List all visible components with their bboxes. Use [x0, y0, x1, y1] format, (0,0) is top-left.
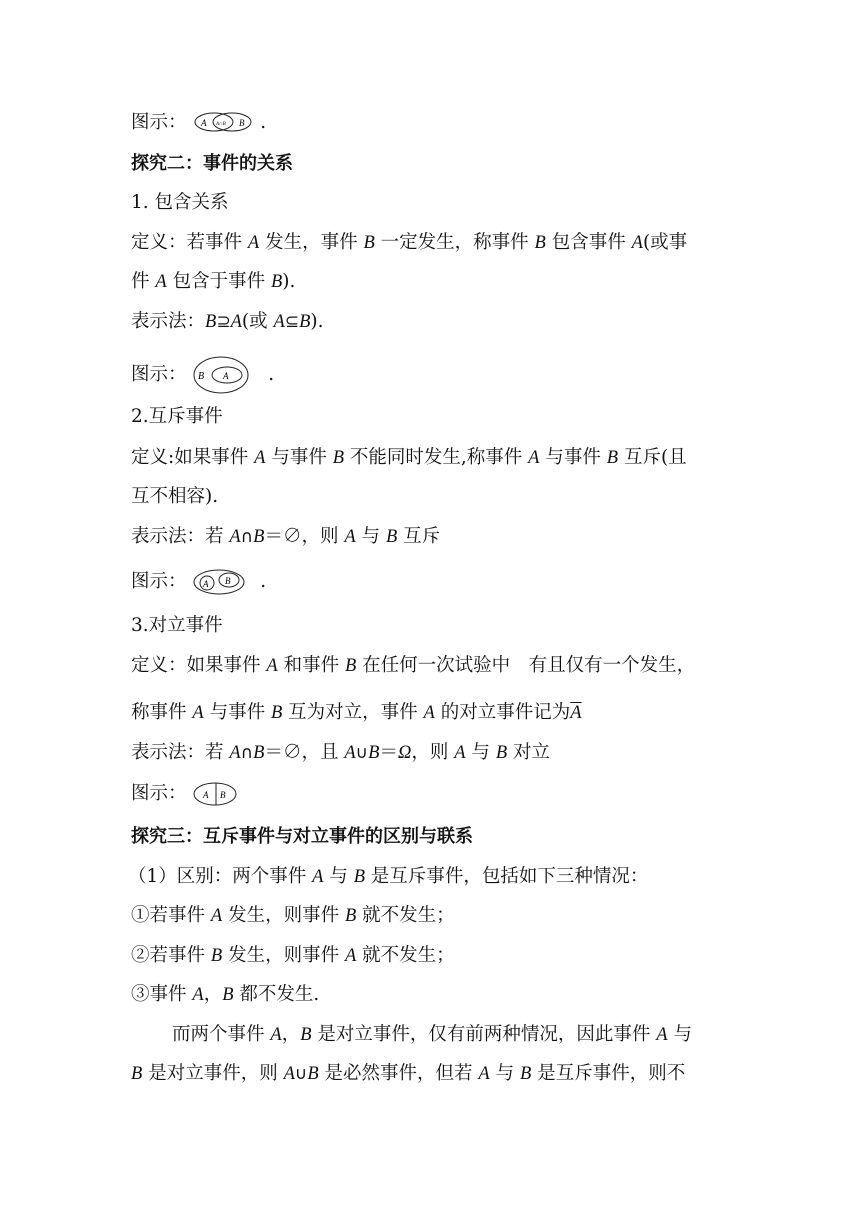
figure-line-complementary: [131, 781, 240, 807]
definition-exclusive-1: 定义:如果事件 A 与事件 B 不能同时发生,称事件 A 与事件 B 互斥(且: [131, 447, 687, 468]
definition-complementary-2: 称事件 A 与事件 B 互为对立，事件 A 的对立事件记为$\overline{A}$: [131, 702, 582, 723]
notation-complementary: 表示法：若 A∩B＝∅，且 A∪B＝Ω，则 A 与 B 对立: [131, 742, 551, 763]
notation-inclusion: 表示法：B⊇A(或 A⊆B).: [131, 311, 324, 332]
definition-inclusion-1: 定义：若事件 A 发生，事件 B 一定发生，称事件 B 包含事件 A(或事: [131, 232, 688, 253]
difference-intro: （1）区别：两个事件 A 与 B 是互斥事件，包括如下三种情况：: [128, 866, 649, 887]
notation-exclusive: 表示法：若 A∩B＝∅，则 A 与 B 互斥: [131, 526, 441, 547]
figure-label: 图示：: [131, 571, 187, 592]
venn-label-inner: A: [223, 371, 229, 381]
section-heading-3: 探究三：互斥事件与对立事件的区别与联系: [131, 826, 473, 847]
subheading-mutually-exclusive: 2.互斥事件: [131, 406, 223, 427]
venn-label-b: B: [225, 576, 231, 586]
figure-label: 图示：: [131, 783, 187, 804]
definition-complementary-1: 定义：如果事件 A 和事件 B 在任何一次试验中 有且仅有一个发生，: [131, 655, 696, 676]
venn-complementary-figure: [192, 781, 240, 807]
complement-symbol: $\overline{A}$: [570, 703, 582, 723]
figure-label: 图示：: [131, 364, 187, 385]
case-3: ③事件 A，B 都不发生.: [131, 984, 320, 1005]
venn-label-a: A: [201, 118, 207, 128]
venn-label-b: B: [220, 790, 226, 800]
case-1: ①若事件 A 发生，则事件 B 就不发生；: [131, 905, 455, 926]
venn-containment-figure: [192, 355, 254, 395]
paragraph-complementary-2: B 是对立事件，则 A∪B 是必然事件，但若 A 与 B 是互斥事件，则不: [131, 1063, 686, 1084]
case-2: ②若事件 B 发生，则事件 A 就不发生；: [131, 945, 455, 966]
paragraph-complementary-1: 而两个事件 A，B 是对立事件，仅有前两种情况，因此事件 A 与: [172, 1024, 692, 1045]
venn-intersection-figure: [192, 110, 254, 136]
venn-label-a: A: [203, 579, 209, 589]
venn-exclusive-figure: [192, 568, 248, 596]
definition-exclusive-2: 互不相容).: [131, 486, 219, 507]
figure-line-containment: 图示： B A .: [131, 355, 274, 395]
venn-label-b: B: [239, 118, 245, 128]
venn-label-a: A: [203, 790, 209, 800]
section-heading-2: 探究二：事件的关系: [131, 153, 293, 174]
figure-line-exclusive: 图示： A B .: [131, 568, 266, 596]
figure-line-intersection: 图示： A A∩B B .: [131, 110, 266, 136]
subheading-inclusion: 1. 包含关系: [131, 192, 229, 213]
subheading-complementary: 3.对立事件: [131, 615, 223, 636]
venn-label-intersection: A∩B: [216, 122, 227, 127]
definition-inclusion-2: 件 A 包含于事件 B).: [131, 271, 296, 292]
figure-label: 图示：: [131, 112, 187, 133]
venn-label-outer: B: [198, 371, 205, 382]
